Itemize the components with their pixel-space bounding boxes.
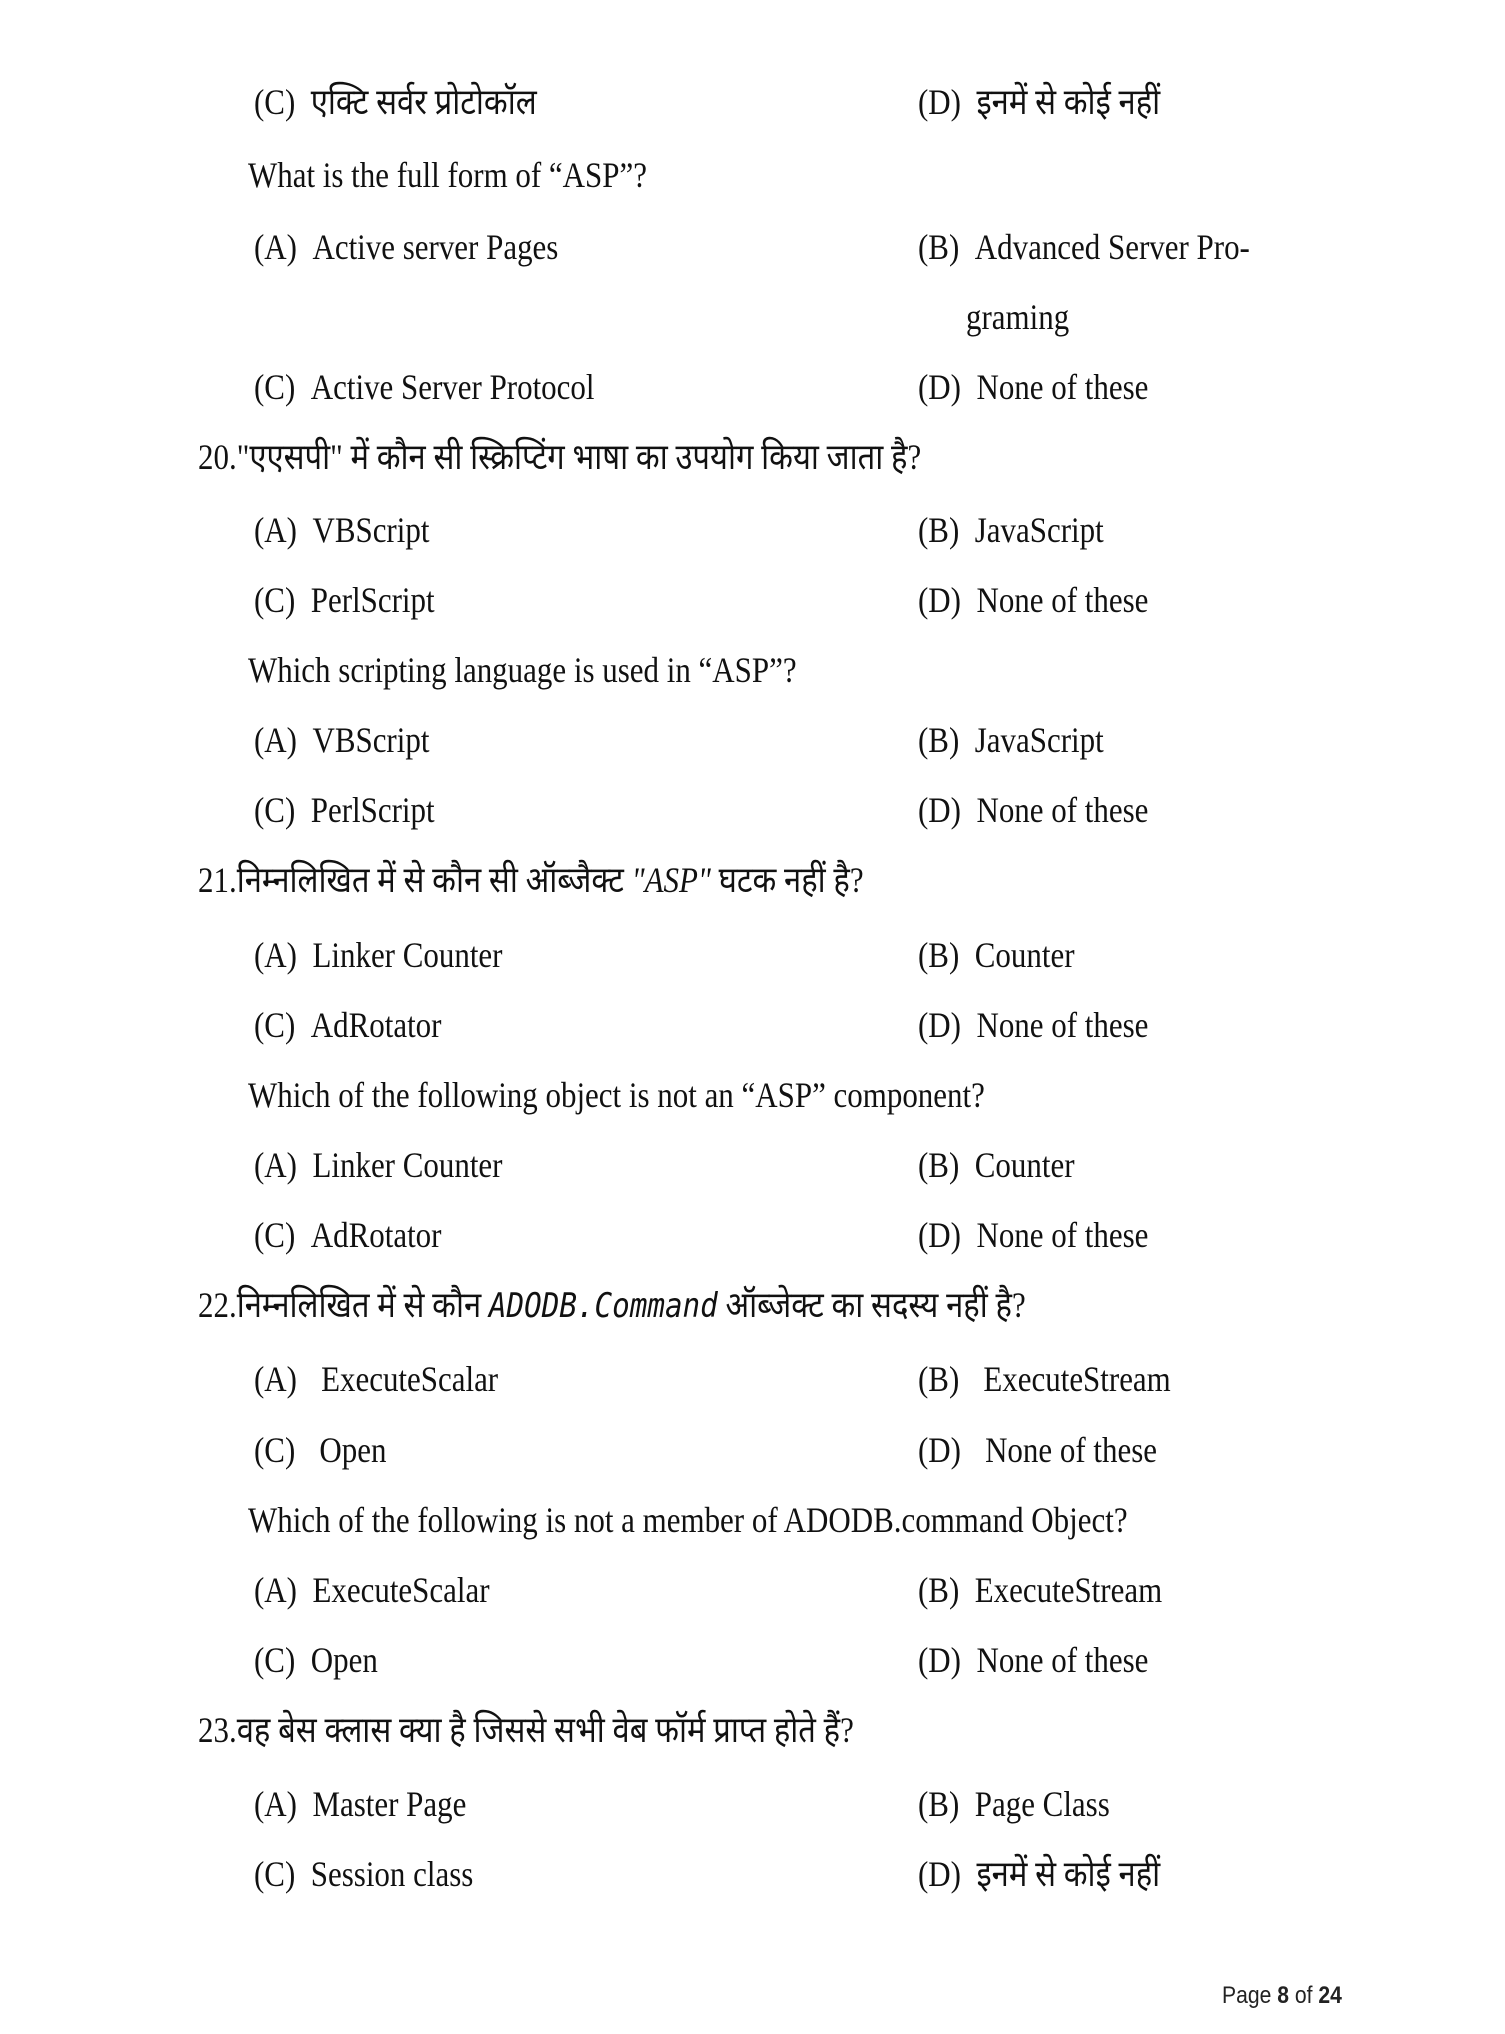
option-label: (B) xyxy=(918,227,960,267)
option-text: None of these xyxy=(976,1005,1149,1045)
option-label: (B) xyxy=(918,1145,960,1185)
q21-english-option-d xyxy=(918,1213,1148,1257)
option-text: None of these xyxy=(985,1430,1158,1470)
page-prefix: Page xyxy=(1222,1982,1272,2009)
q23-hindi-option-d xyxy=(918,1852,1160,1896)
option-label: (C) xyxy=(254,580,296,620)
option-label: (A) xyxy=(254,227,297,267)
q19-english-option-b xyxy=(918,225,1250,269)
option-text: None of these xyxy=(976,1215,1149,1255)
option-text: इनमें से कोई नहीं xyxy=(976,1854,1161,1894)
option-text: PerlScript xyxy=(310,580,435,620)
q19-english-option-c xyxy=(254,365,594,409)
option-label: (C) xyxy=(254,1215,296,1255)
option-text: Active Server Protocol xyxy=(310,367,595,407)
q19-english-option-b-continuation: graming xyxy=(966,297,1070,337)
q19-english-question: What is the full form of “ASP”? xyxy=(248,155,647,195)
q19-hindi-option-d xyxy=(918,80,1160,124)
option-text: ExecuteScalar xyxy=(321,1359,499,1399)
option-label: (B) xyxy=(918,1359,960,1399)
q19-english-option-d xyxy=(918,365,1148,409)
option-label: (B) xyxy=(918,1570,960,1610)
option-text: Active server Pages xyxy=(312,227,559,267)
q20-hindi-question: 20."एएसपी" में कौन सी स्क्रिप्टिंग भाषा का उपयोग किया जाता है? xyxy=(198,437,922,477)
option-text: Open xyxy=(310,1640,378,1680)
q22-hindi-option-d xyxy=(918,1428,1157,1472)
q21-hindi-question xyxy=(198,858,864,902)
option-label: (B) xyxy=(918,510,960,550)
option-text: VBScript xyxy=(312,720,430,760)
option-text: इनमें से कोई नहीं xyxy=(976,82,1161,122)
page-current: 8 xyxy=(1277,1982,1289,2009)
option-text: JavaScript xyxy=(974,720,1104,760)
question-term: ADODB.Command xyxy=(488,1286,718,1326)
option-text: Session class xyxy=(310,1854,474,1894)
option-text: None of these xyxy=(976,580,1149,620)
option-text: Counter xyxy=(974,1145,1075,1185)
option-label: (A) xyxy=(254,1145,297,1185)
page-of: of xyxy=(1294,1982,1313,2009)
option-label: (D) xyxy=(918,1854,961,1894)
q21-english-option-b xyxy=(918,1143,1075,1187)
question-term: "ASP" xyxy=(631,860,711,900)
option-label: (B) xyxy=(918,1784,960,1824)
option-text: Counter xyxy=(974,935,1075,975)
option-label: (C) xyxy=(254,790,296,830)
option-text: None of these xyxy=(976,1640,1149,1680)
option-label: (A) xyxy=(254,1570,297,1610)
q20-english-question: Which scripting language is used in “ASP”? xyxy=(248,650,797,690)
question-text: 22.निम्नलिखित में से कौन xyxy=(198,1285,489,1325)
option-text: Linker Counter xyxy=(312,1145,503,1185)
option-label: (A) xyxy=(254,935,297,975)
q23-hindi-option-c xyxy=(254,1852,473,1896)
q20-hindi-option-a xyxy=(254,508,429,552)
q21-hindi-option-a xyxy=(254,933,502,977)
option-label: (A) xyxy=(254,510,297,550)
option-label: (D) xyxy=(918,580,961,620)
q19-hindi-option-c xyxy=(254,80,537,124)
q21-hindi-option-d xyxy=(918,1003,1148,1047)
option-label: (D) xyxy=(918,1215,961,1255)
option-text: Master Page xyxy=(312,1784,467,1824)
q22-hindi-option-c xyxy=(254,1428,386,1472)
option-label: (C) xyxy=(254,1430,296,1470)
option-text: ExecuteStream xyxy=(974,1570,1163,1610)
option-text: Open xyxy=(319,1430,387,1470)
q20-english-option-d xyxy=(918,788,1148,832)
q21-hindi-option-b xyxy=(918,933,1075,977)
q22-english-option-c xyxy=(254,1638,378,1682)
option-text: Advanced Server Pro- xyxy=(974,227,1250,267)
option-text: VBScript xyxy=(312,510,430,550)
q21-english-question: Which of the following object is not an “ASP” component? xyxy=(248,1075,985,1115)
question-text: ऑब्जेक्ट का सदस्य नहीं है? xyxy=(717,1285,1026,1325)
q22-hindi-option-b xyxy=(918,1357,1171,1401)
option-label: (C) xyxy=(254,1854,296,1894)
q20-hindi-option-c xyxy=(254,578,435,622)
option-text: None of these xyxy=(976,367,1149,407)
q22-english-option-a xyxy=(254,1568,490,1612)
option-text: Linker Counter xyxy=(312,935,503,975)
option-label: (C) xyxy=(254,367,296,407)
option-label: (B) xyxy=(918,935,960,975)
q22-english-option-d xyxy=(918,1638,1148,1682)
option-text: ExecuteStream xyxy=(983,1359,1171,1399)
option-text: AdRotator xyxy=(310,1005,442,1045)
option-text: AdRotator xyxy=(310,1215,442,1255)
option-text: PerlScript xyxy=(310,790,435,830)
q21-english-option-a xyxy=(254,1143,502,1187)
q19-english-option-a xyxy=(254,225,558,269)
option-text: None of these xyxy=(976,790,1149,830)
option-label: (C) xyxy=(254,82,296,122)
q21-hindi-option-c xyxy=(254,1003,441,1047)
option-text: ExecuteScalar xyxy=(312,1570,490,1610)
q20-hindi-option-d xyxy=(918,578,1148,622)
option-label: (D) xyxy=(918,367,961,407)
q22-english-question: Which of the following is not a member of ADODB.command Object? xyxy=(248,1500,1128,1540)
q23-hindi-option-a xyxy=(254,1782,466,1826)
option-label: (A) xyxy=(254,1359,297,1399)
q20-english-option-c xyxy=(254,788,435,832)
option-text: JavaScript xyxy=(974,510,1104,550)
option-label: (B) xyxy=(918,720,960,760)
q22-hindi-option-a xyxy=(254,1357,498,1401)
q23-hindi-question: 23.वह बेस क्लास क्या है जिससे सभी वेब फॉर्म प्राप्त होते हैं? xyxy=(198,1710,854,1750)
option-text: एक्टि सर्वर प्रोटोकॉल xyxy=(310,82,537,122)
option-label: (D) xyxy=(918,1430,961,1470)
q22-english-option-b xyxy=(918,1568,1162,1612)
option-label: (A) xyxy=(254,720,297,760)
question-text: 21.निम्नलिखित में से कौन सी ऑब्जैक्ट xyxy=(198,860,632,900)
option-label: (D) xyxy=(918,1640,961,1680)
q20-hindi-option-b xyxy=(918,508,1104,552)
q22-hindi-question xyxy=(198,1283,1026,1328)
option-label: (C) xyxy=(254,1005,296,1045)
option-label: (D) xyxy=(918,82,961,122)
option-text: Page Class xyxy=(974,1784,1110,1824)
page-total: 24 xyxy=(1318,1982,1342,2009)
option-label: (A) xyxy=(254,1784,297,1824)
q20-english-option-b xyxy=(918,718,1104,762)
question-text: घटक नहीं है? xyxy=(710,860,864,900)
q20-english-option-a xyxy=(254,718,429,762)
option-label: (C) xyxy=(254,1640,296,1680)
option-label: (D) xyxy=(918,790,961,830)
option-label: (D) xyxy=(918,1005,961,1045)
q23-hindi-option-b xyxy=(918,1782,1110,1826)
page-number-footer xyxy=(1222,1982,1342,2010)
q21-english-option-c xyxy=(254,1213,441,1257)
